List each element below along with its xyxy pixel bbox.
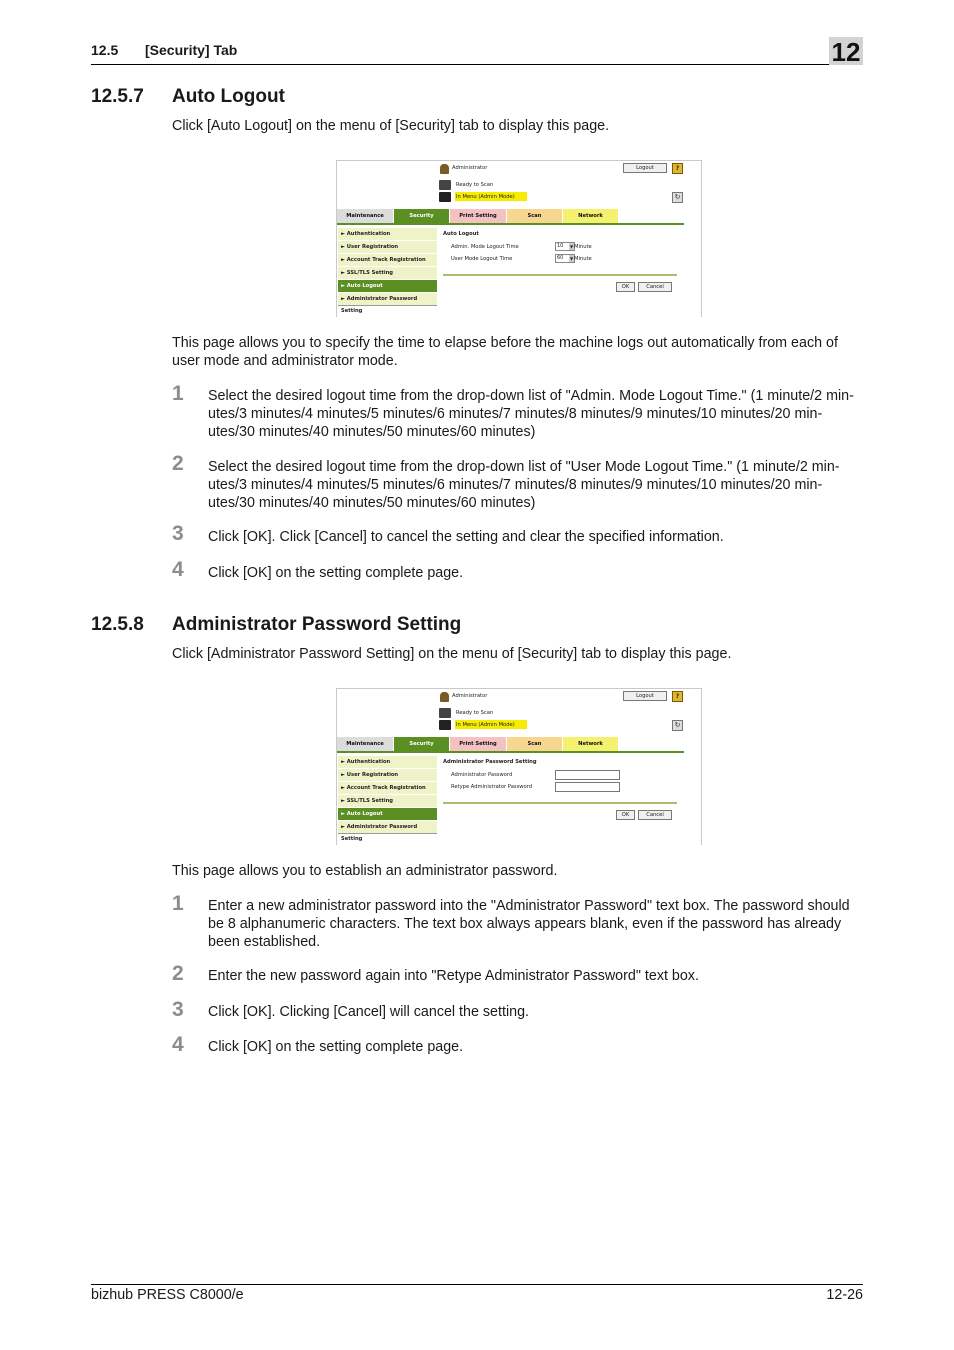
- user-icon: [440, 692, 449, 702]
- logout-button[interactable]: Logout: [623, 691, 667, 701]
- help-icon[interactable]: ?: [672, 163, 683, 174]
- section-number: 12.5.8: [91, 614, 144, 635]
- cancel-button[interactable]: Cancel: [638, 282, 672, 292]
- tab-security[interactable]: Security: [394, 737, 449, 751]
- menu-item-authentication[interactable]: ► Authentication: [338, 228, 437, 240]
- admin-logout-select[interactable]: [555, 242, 575, 251]
- user-logout-label: User Mode Logout Time: [451, 256, 513, 262]
- menu-bottom-rule: [338, 833, 437, 834]
- step-number: 4: [172, 558, 184, 581]
- tab-security[interactable]: Security: [394, 209, 449, 223]
- select-value: 10: [557, 243, 564, 249]
- refresh-icon[interactable]: ↻: [672, 720, 683, 731]
- menu-label: Account Track Registration: [346, 785, 426, 791]
- retype-password-input[interactable]: [555, 782, 620, 792]
- step-text: Click [OK]. Clicking [Cancel] will cancel the setting.: [208, 1004, 530, 1020]
- refresh-icon[interactable]: ↻: [672, 192, 683, 203]
- screenshot-admin-password: [336, 688, 702, 845]
- chapter-number: 12: [829, 37, 863, 65]
- panel-divider: [443, 802, 677, 804]
- cancel-button[interactable]: Cancel: [638, 810, 672, 820]
- tab-scan[interactable]: Scan: [507, 209, 562, 223]
- step-number: 3: [172, 522, 184, 545]
- admin-password-label: Administrator Password: [451, 772, 513, 778]
- step-number: 2: [172, 962, 184, 985]
- tab-maintenance[interactable]: Maintenance: [337, 737, 393, 751]
- section-title: Administrator Password Setting: [172, 614, 462, 635]
- menu-item-account-track[interactable]: ► Account Track Registration: [338, 782, 437, 794]
- step-number: 3: [172, 998, 184, 1021]
- intro-text: Click [Administrator Password Setting] on the menu of [Security] tab to display this page.: [172, 646, 732, 662]
- footer-product: bizhub PRESS C8000/e: [91, 1287, 244, 1303]
- menu-label: Authentication: [346, 231, 391, 237]
- step-text: Enter a new administrator password into the "Administrator Password" text box. The password should be 8 alphanumeric characters. The text box always appears blank, even if the password has already been established.: [208, 898, 850, 950]
- footer-page-number: 12-26: [826, 1287, 863, 1303]
- step-text: Click [OK]. Click [Cancel] to cancel the setting and clear the specified information.: [208, 529, 724, 545]
- menu-label: Administrator Password Setting: [341, 824, 418, 842]
- user-name: Administrator: [452, 693, 488, 699]
- logout-button[interactable]: Logout: [623, 163, 667, 173]
- panel-heading: Auto Logout: [443, 231, 479, 237]
- admin-logout-label: Admin. Mode Logout Time: [451, 244, 519, 250]
- tab-underline: [337, 751, 684, 753]
- menu-item-auto-logout[interactable]: ► Auto Logout: [338, 280, 437, 292]
- step-text: Select the desired logout time from the drop-down list of "Admin. Mode Logout Time." (1 minute/2 min-utes/3 minutes/4 minutes/5 minutes/6 minutes/7 minutes/8 minutes/9 minutes/10 minutes/20 min-utes/30 minutes/40 minutes/50 minutes/60 minutes): [208, 388, 854, 440]
- retype-password-label: Retype Administrator Password: [451, 784, 533, 790]
- menu-label: User Registration: [346, 244, 399, 250]
- section-number: 12.5.7: [91, 86, 144, 107]
- menu-label: Account Track Registration: [346, 257, 426, 263]
- tab-network[interactable]: Network: [563, 737, 618, 751]
- description-text: This page allows you to specify the time to elapse before the machine logs out automatically from each of user mode and administrator mode.: [172, 335, 838, 369]
- header-rule: [91, 64, 863, 65]
- section-title: Auto Logout: [172, 86, 285, 107]
- unit-label: Minute: [574, 244, 592, 250]
- menu-bottom-rule: [338, 305, 437, 306]
- tab-scan[interactable]: Scan: [507, 737, 562, 751]
- intro-text: Click [Auto Logout] on the menu of [Security] tab to display this page.: [172, 118, 610, 134]
- ok-button[interactable]: OK: [616, 810, 635, 820]
- ok-button[interactable]: OK: [616, 282, 635, 292]
- header-section-title: [Security] Tab: [145, 42, 238, 58]
- step-number: 4: [172, 1033, 184, 1056]
- printer-icon: [439, 192, 451, 202]
- step-text: Click [OK] on the setting complete page.: [208, 565, 464, 581]
- step-number: 2: [172, 452, 184, 475]
- menu-item-auto-logout[interactable]: ► Auto Logout: [338, 808, 437, 820]
- tab-print-setting[interactable]: Print Setting: [450, 209, 506, 223]
- tab-network[interactable]: Network: [563, 209, 618, 223]
- status-mode: In Menu (Admin Mode): [456, 722, 515, 728]
- menu-item-ssl-tls[interactable]: ► SSL/TLS Setting: [338, 795, 437, 807]
- unit-label: Minute: [574, 256, 592, 262]
- panel-divider: [443, 274, 677, 276]
- menu-item-admin-password[interactable]: ► Administrator Password Setting: [338, 821, 437, 833]
- menu-label: SSL/TLS Setting: [346, 798, 394, 804]
- header-section-number: 12.5: [91, 42, 119, 58]
- menu-item-ssl-tls[interactable]: ► SSL/TLS Setting: [338, 267, 437, 279]
- menu-label: Authentication: [346, 759, 391, 765]
- menu-label: Auto Logout: [346, 283, 383, 289]
- tab-maintenance[interactable]: Maintenance: [337, 209, 393, 223]
- tab-print-setting[interactable]: Print Setting: [450, 737, 506, 751]
- printer-icon: [439, 720, 451, 730]
- menu-item-user-registration[interactable]: ► User Registration: [338, 769, 437, 781]
- menu-label: Auto Logout: [346, 811, 383, 817]
- user-icon: [440, 164, 449, 174]
- menu-label: SSL/TLS Setting: [346, 270, 394, 276]
- printer-icon: [439, 180, 451, 190]
- step-text: Enter the new password again into "Retype Administrator Password" text box.: [208, 968, 699, 984]
- step-number: 1: [172, 382, 184, 405]
- admin-password-input[interactable]: [555, 770, 620, 780]
- printer-icon: [439, 708, 451, 718]
- menu-label: Administrator Password Setting: [341, 296, 418, 314]
- menu-item-authentication[interactable]: ► Authentication: [338, 756, 437, 768]
- help-icon[interactable]: ?: [672, 691, 683, 702]
- panel-heading: Administrator Password Setting: [443, 759, 537, 765]
- step-number: 1: [172, 892, 184, 915]
- tab-underline: [337, 223, 684, 225]
- user-logout-select[interactable]: [555, 254, 575, 263]
- chevron-down-icon: ▼: [569, 244, 574, 249]
- select-value: 60: [557, 255, 564, 261]
- chevron-down-icon: ▼: [569, 256, 574, 261]
- footer-rule: [91, 1284, 863, 1285]
- step-text: Click [OK] on the setting complete page.: [208, 1039, 464, 1055]
- user-name: Administrator: [452, 165, 488, 171]
- menu-item-admin-password[interactable]: ► Administrator Password Setting: [338, 293, 437, 305]
- screenshot-auto-logout: [336, 160, 702, 317]
- step-text: Select the desired logout time from the drop-down list of "User Mode Logout Time." (1 minute/2 min-utes/3 minutes/4 minutes/5 minutes/6 minutes/7 minutes/8 minutes/9 minutes/10 minutes/20 min-utes/30 minutes/40 minutes/50 minutes/60 minutes): [208, 459, 840, 511]
- status-ready: Ready to Scan: [456, 182, 494, 188]
- description-text: This page allows you to establish an administrator password.: [172, 863, 558, 879]
- menu-item-user-registration[interactable]: ► User Registration: [338, 241, 437, 253]
- status-mode: In Menu (Admin Mode): [456, 194, 515, 200]
- menu-item-account-track[interactable]: ► Account Track Registration: [338, 254, 437, 266]
- menu-label: User Registration: [346, 772, 399, 778]
- status-ready: Ready to Scan: [456, 710, 494, 716]
